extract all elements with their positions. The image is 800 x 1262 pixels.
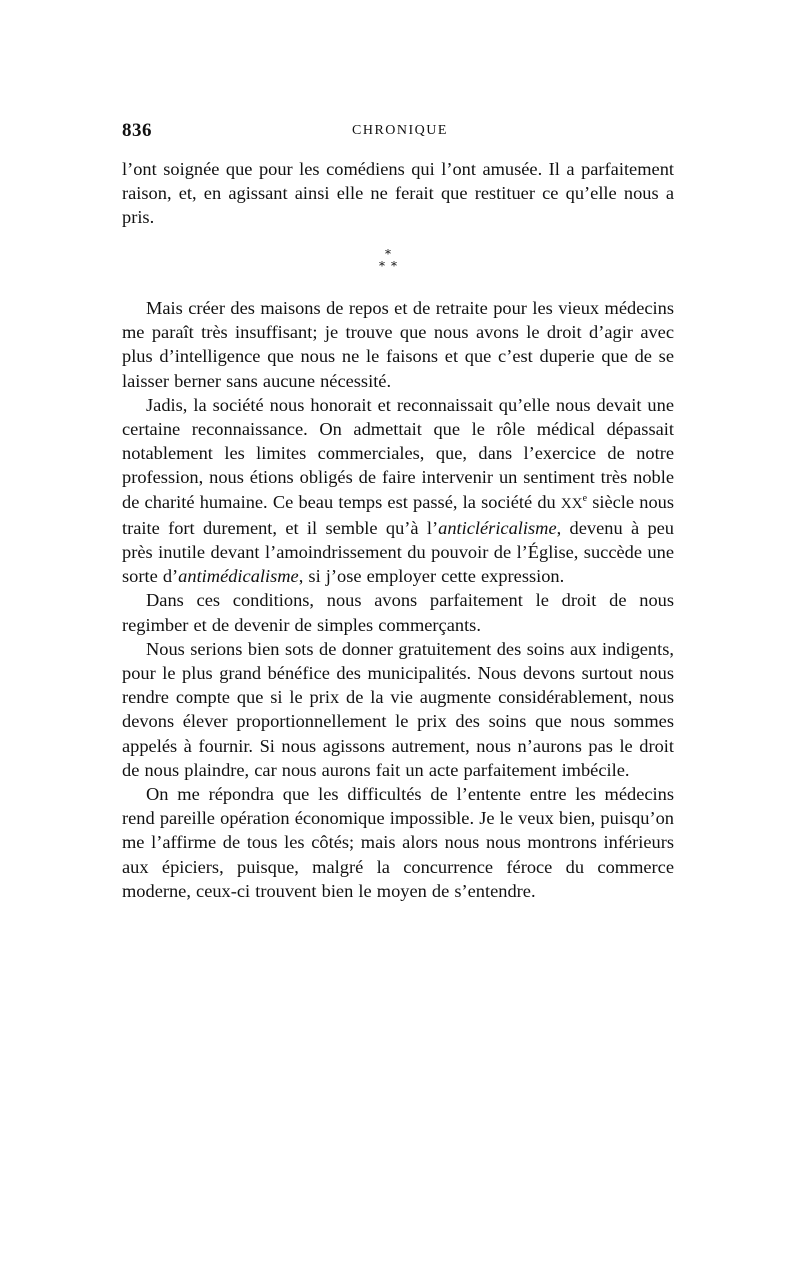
asterism-separator [376,248,406,278]
text-run: Jadis, la société nous honorait et reconnaissait qu’elle nous devait une certaine reconnaissance. On admettait que le rôle médical dépassait notablement les limites commerciales, que, dans l’exercice de notre profession, nous étions obligés de faire intervenir un sentiment très noble de charité humaine. Ce beau temps est passé, la société du [122,394,674,512]
star-icon: * [379,259,385,273]
italic-term: antimédicalisme [178,566,299,587]
paragraph: Mais créer des maisons de repos et de retraite pour les vieux médecins me paraît très insuffisant; je trouve que nous avons le droit d’agir avec plus d’intelligence que nous ne le faisons et que c’est duperie que de se laisser berner sans aucune nécessité. [122,298,674,391]
text-run: , devenu à peu près inutile devant l’amoindrissement du pouvoir de l’Église, succède une sorte d’ [122,517,675,587]
text-run: siècle nous traite fort durement, et il semble qu’à l’ [122,491,674,538]
star-icon: * [385,247,391,261]
century-numeral: XX [560,495,583,512]
page-header [120,120,675,144]
paragraph: Nous serions bien sots de donner gratuitement des soins aux indigents, pour le plus grand bénéfice des municipalités. Nous devons surtout nous rendre compte que si le prix de la vie augmente considérablement, nous devons élever proportionnellement le prix des soins que nous sommes appelés à fournir. Si nous agissons autrement, nous n’aurons pas le droit de nous plaindre, car nous aurons fait un acte parfaitement imbécile. [122,638,674,780]
page-number: 836 [122,120,152,141]
paragraph: Dans ces conditions, nous avons parfaitement le droit de nous regimber et de devenir de simples commerçants. [122,590,674,635]
star-icon: * [391,259,397,273]
paragraph: l’ont soignée que pour les comédiens qui l’ont amusée. Il a parfaitement raison, et, en agissant ainsi elle ne ferait que restituer ce qu’elle nous a pris. [122,159,674,228]
paragraph: On me répondra que les difficultés de l’entente entre les médecins rend pareille opération économique impossible. Je le veux bien, puisqu’on me l’affirme de tous les côtés; mais alors nous nous montrons inférieurs aux épiciers, puisque, malgré la concurrence féroce du commerce moderne, ceux-ci trouvent bien le moyen de s’entendre. [122,784,674,901]
paragraph [122,393,674,589]
italic-term: anticléricalisme [438,517,557,538]
section-continuation [122,157,674,230]
century-superscript: e [582,492,588,504]
text-run: , si j’ose employer cette expression. [298,566,565,587]
running-head: CHRONIQUE [352,123,448,138]
section-main [122,296,674,903]
